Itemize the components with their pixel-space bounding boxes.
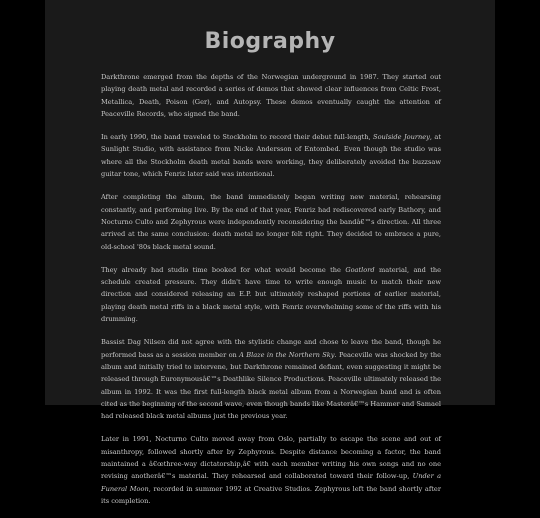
paragraph-goatlord: [101, 264, 441, 325]
paragraph-direction-change: [101, 191, 441, 252]
album-title: A Blaze in the Northern Sky: [239, 350, 335, 359]
paragraph-text: After completing the album, the band immediately began writing new material, rehearsing constantly, and performing live. By the end of that year, Fenriz had rediscovered early Bathory, and Nocturno Culto and Zephyrous were independently reconsidering the bandâ€™s direction. All three arrived at the same conclusion: death metal no longer felt right. They decided to embrace a pure, old-school '80s black metal sound.: [101, 193, 441, 251]
album-title: Under a Funeral Moon: [101, 472, 441, 493]
paragraph-funeral-moon: [101, 433, 441, 507]
paragraph-text: . Peaceville was shocked by the album and initially tried to intervene, but Darkthrone remained defiant, even suggesting it might be released through Euronymousâ€™s Deathlike Silence Productions. Peaceville ultimately released the album in 1992. It was the first full-length black metal album from a Norwegian band and is often cited as the beginning of the second wave, even though bands like Masterâ€™s Hammer and Samael had released black metal albums just the previous year.: [101, 350, 442, 421]
page-title: Biography: [204, 29, 336, 54]
paragraph-text: Later in 1991, Nocturno Culto moved away from Oslo, partially to escape the scene and out of misanthropy, followed shortly after by Zephyrous. Despite distance becoming a factor, the band maintained a â€œthree-way dictatorship,â€ with each member writing his own songs and no one revising anotherâ€™s material. They rehearsed and collaborated toward their follow-up,: [101, 435, 441, 481]
paragraph-text: They already had studio time booked for what would become the: [101, 265, 346, 274]
album-title: Soulside Journey: [373, 133, 430, 142]
biography-page: [45, 0, 495, 505]
paragraph-text: , recorded in summer 1992 at Creative Studios. Zephyrous left the band shortly after its completion.: [101, 484, 441, 505]
paragraph-text: , at Sunlight Studio, with assistance from Nicke Andersson of Entombed. Even though the studio was where all the Stockholm death metal bands were working, they deliberately avoided the buzzsaw guitar tone, which Fenriz later said was intentional.: [101, 133, 441, 179]
biography-content: [101, 71, 441, 518]
album-title: Goatlord: [345, 265, 375, 274]
paragraph-blaze: [101, 336, 441, 422]
paragraph-text: Bassist Dag Nilsen did not agree with the stylistic change and chose to leave the band, though he performed bass as a session member on: [101, 338, 441, 359]
paragraph-text: Darkthrone emerged from the depths of the Norwegian underground in 1987. They started out playing death metal and recorded a series of demos that showed clear influences from Celtic Frost, Metallica, Death, Poison (Ger), and Autopsy. These demos eventually caught the attention of Peaceville Records, who signed the band.: [101, 73, 441, 118]
paragraph-text: In early 1990, the band traveled to Stockholm to record their debut full-length,: [101, 133, 374, 142]
paragraph-text: material, and the schedule created pressure. They didn't have time to write enough music to match their new direction and considered releasing an E.P. but ultimately reshaped portions of earlier material, playing death metal riffs in a black metal style, with Fenriz overwhelming some of the riffs with his drumming.: [101, 265, 441, 324]
paragraph-formation: [101, 71, 441, 120]
paragraph-debut: [101, 131, 441, 180]
